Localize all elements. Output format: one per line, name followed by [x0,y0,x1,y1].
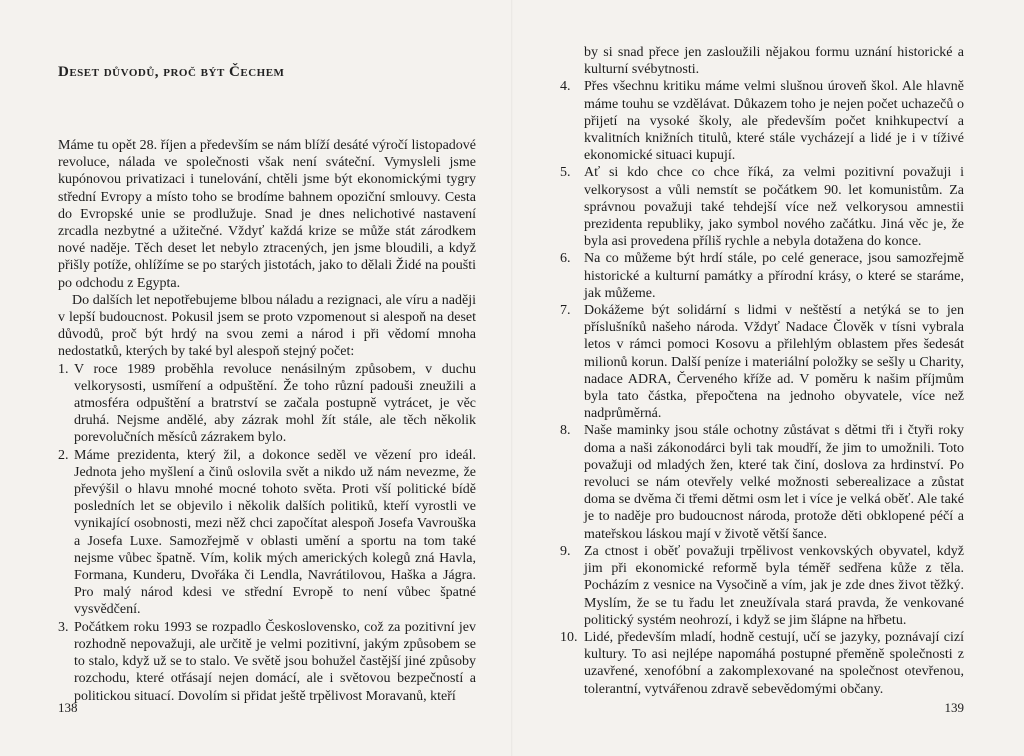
intro-paragraph: Do dalších let nepotřebujeme blbou náladu a rezignaci, ale víru a naději v lepší budoucnost. Pokusil jsem se proto vzpomenout si alespoň na deset důvodů, proč být hrdý na svou zemi a národ i při vědomí mnoha nedostatků, kterých by také byl alespoň stejný počet: [58,292,476,360]
list-item-number: 4. [560,79,571,95]
list-item-text: Ať si kdo chce co chce říká, za velmi pozitivní považuji i velkorysost a vůli nemstít se počátkem 90. let komunistům. Za správnou považuji také tehdejší více než velkorysou amnestii prezidenta republiky, jako symbol nového začátku. Jiná věc je, že byla asi provedena příliš rychle a nebyla dotažena do konce. [584,165,964,250]
page-number-right: 139 [944,700,964,715]
list-item-text: V roce 1989 proběhla revoluce nenásilným způsobem, v duchu velkorysosti, usmíření a odpuštění. Že toho různí padouši zneužili a atmosféra odpuštění a bratrství se začala postupně vytrácet, je věc druhá. Nejsme andělé, aby zázrak mohl žít stále, ale těch několik porevolučních měsíců zázrakem bylo. [74,361,476,446]
intro-paragraph: Máme tu opět 28. říjen a především se nám blíží desáté výročí listopadové revoluce, nálada ve společnosti však není sváteční. Vymysleli jsme kupónovou privatizaci i tunelování, chtěli jsme být ekonomickými tygry střední Evropy a místo toho se brodíme bahnem opoziční smlouvy. Cesta do Evropské unie se prodlužuje. Snad je dnes nelichotivé nastavení zrcadla nezbytné a užitečné. Vždyť každá krize se může stát zárodkem nové naděje. Těch deset let nebylo ztracených, jen jsme bloudili, a když přišly potíže, ohlížíme se po starých jistotách, jako to dělali Židé na poušti po odchodu z Egypta. [58,138,476,291]
list-item-text: Počátkem roku 1993 se rozpadlo Československo, což za pozitivní jev rozhodně nepovažuji, ale určitě je velmi pozitivní, jakým způsobem se to stalo, když už se to stalo. Ve světě jsou bohužel častější jiné způsoby rozchodu, které otřásají nejen domácí, ale i světovou bezpečností a politickou situací. Dovolím si přidat ještě trpělivost Moravanů, kteří [74,619,476,704]
list-item [58,447,476,619]
list-item-text: Máme prezidenta, který žil, a dokonce seděl ve vězení pro ideál. Jednota jeho myšlení a činů oslovila svět a nikdo už nám nevezme, že převýšil o hlavu mnohé mocné tohoto světa. Proti vší politické bídě posledních let se objevilo i několik dalších politiků, kteří vyrostli ve vynikající osobnosti, mezi něž chci započítat alespoň Josefa Vavrouška a Josefa Luxe. Samozřejmě v oblasti umění a sportu na tom také nejsme vůbec špatně. Vím, kolik mých amerických kolegů zná Havla, Formana, Kunderu, Dvořáka či Lendla, Navrátilovou, Haška a Jágra. Pro malý národ kdesi ve střední Evropě to není vůbec špatné vysvědčení. [74,447,476,618]
list-item [560,422,964,542]
list-item-number: 5. [560,165,571,181]
right-page [512,0,1024,756]
chapter-title-text: Deset důvodů, proč být Čechem [58,64,285,80]
list-item [560,250,964,302]
list-item-text: Za ctnost i oběť považuji trpělivost venkovských obyvatel, když jim při ekonomické reformě byla téměř sedřena kůže z těla. Pocházím z vesnice na Vysočině a vím, jak je zde dnes život těžký. Myslím, že se tu řadu let zneužívala stará pravda, že venkované politický systém neohrozí, i když se jim šlápne na hřbetu. [584,543,964,628]
list-item [560,164,964,250]
list-item-text: Lidé, především mladí, hodně cestují, učí se jazyky, poznávají cizí kultury. To asi nejlépe napomáhá postupné přeměně společnosti z uzavřené, xenofóbní a zakomplexované na společnost otevřenou, tolerantní, vytvářenou zdravě sebevědomými občany. [584,629,964,697]
list-item-text: Dokážeme být solidární s lidmi v neštěstí a netýká se to jen příslušníků našeho národa. Vždyť Nadace Člověk v tísni vybrala letos v rámci pomoci Kosovu a přilehlým oblastem přes šedesát milionů korun. Další peníze i materiální položky se sešly u Charity, nadace ADRA, Červeného kříže ad. V poměru k našim příjmům byla tato částka, přepočtena na jednoho obyvatele, více než nadprůměrná. [584,303,964,422]
list-item-text: by si snad přece jen zasloužili nějakou formu uznání historické a kulturní svébytnosti. [584,45,964,78]
list-item-text: Přes všechnu kritiku máme velmi slušnou úroveň škol. Ale hlavně máme touhu se vzdělávat. Důkazem toho je nejen počet uchazečů o přijetí na vysoké školy, ale především počet knihkupectví a kvalitních knižních titulů, které stále vycházejí a lidé je i v tíživé ekonomické situaci kupují. [584,79,964,164]
list-item [560,629,964,698]
list-item-text: Na co můžeme být hrdí stále, po celé generace, jsou samozřejmě historické a kulturní památky a přírodní krásy, o které se staráme, jak můžeme. [584,251,964,301]
list-item-number: 2. [58,447,69,463]
list-item-number: 10. [560,629,578,645]
chapter-title [58,64,476,81]
list-item-number: 1. [58,361,69,377]
list-item [560,302,964,422]
reasons-list-continued [560,44,964,698]
list-item [560,78,964,164]
list-item-continuation [560,44,964,78]
list-item [58,619,476,705]
page-number-left: 138 [58,700,78,715]
reasons-list [58,361,476,705]
list-item-number: 6. [560,251,571,267]
list-item-number: 8. [560,423,571,439]
list-item-number: 9. [560,543,571,559]
list-item-number: 3. [58,619,69,635]
list-item [58,361,476,447]
list-item-text: Naše maminky jsou stále ochotny zůstávat s dětmi tři i čtyři roky doma a naši zákonodárci byli tak moudří, že jim to umožnili. Toto považuji od mladých žen, které tak činí, doslova za hrdinství. Po revoluci se nám otevřely velké možnosti seberealizace a zůstat doma se dvěma či třemi dětmi osm let i více je velká oběť. Ale také je to naděje pro budoucnost národa, protože děti obklopené péčí a mateřskou láskou mají v životě větší šance. [584,423,964,542]
list-item-number: 7. [560,303,571,319]
list-item [560,543,964,629]
